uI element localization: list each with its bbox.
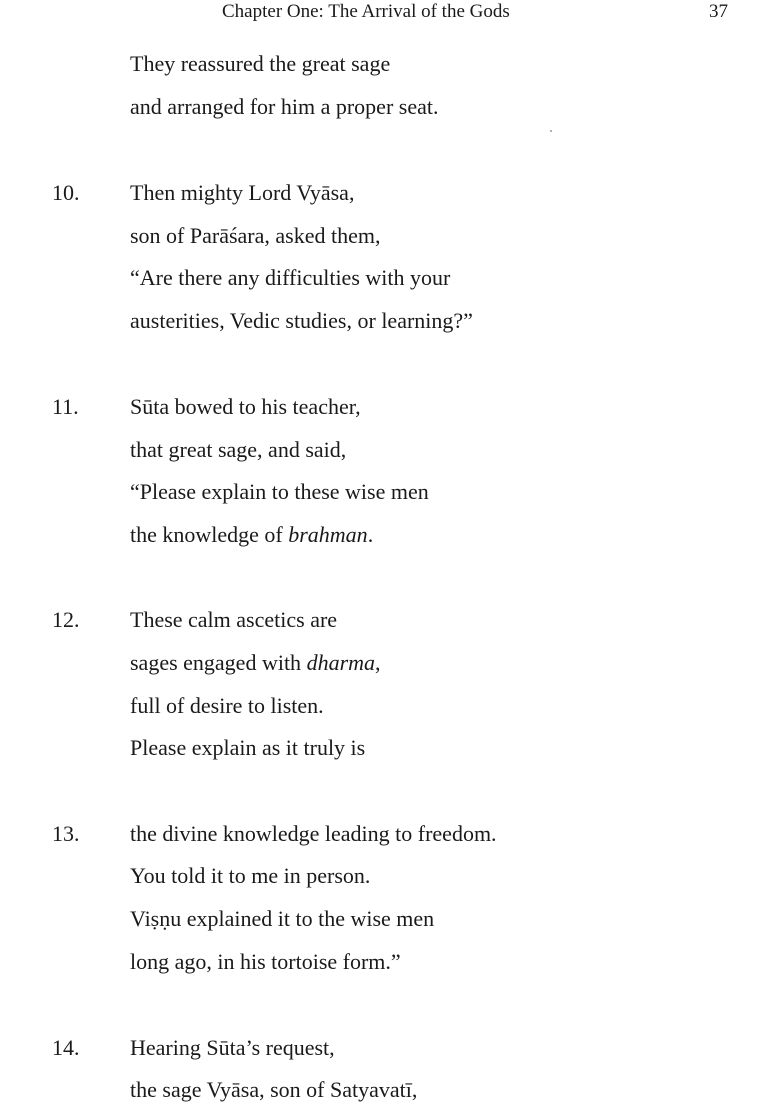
poem-line: You told it to me in person. <box>130 863 371 888</box>
chapter-title-text: Chapter One: The Arrival of the Gods <box>222 1 510 22</box>
italic-term: dharma <box>306 650 376 675</box>
poem-line: They reassured the great sage <box>130 51 391 76</box>
italic-term: brahman <box>288 522 368 547</box>
chapter-title <box>0 0 780 24</box>
verse-number: 11. <box>52 394 79 419</box>
verse-number: 12. <box>52 607 80 632</box>
poem-line: sages engaged with dharma, <box>130 650 381 675</box>
poem-line: “Please explain to these wise men <box>130 479 429 504</box>
poem-line: Viṣṇu explained it to the wise men <box>130 906 435 931</box>
poem-line: Sūta bowed to his teacher, <box>130 394 361 419</box>
print-speck <box>550 130 552 132</box>
poem-line: long ago, in his tortoise form.” <box>130 949 401 974</box>
poem-line: son of Parāśara, asked them, <box>130 223 381 248</box>
poem-line: that great sage, and said, <box>130 437 347 462</box>
poem-line: “Are there any difficulties with your <box>130 265 451 290</box>
poem-line: the divine knowledge leading to freedom. <box>130 821 497 846</box>
poem-line: Hearing Sūta’s request, <box>130 1035 335 1060</box>
poem-line: Please explain as it truly is <box>130 735 366 760</box>
poem-line: the sage Vyāsa, son of Satyavatī, <box>130 1077 418 1102</box>
poem-line: Then mighty Lord Vyāsa, <box>130 180 355 205</box>
poem-line: and arranged for him a proper seat. <box>130 94 439 119</box>
page-number: 37 <box>709 1 728 22</box>
poem-line: These calm ascetics are <box>130 607 338 632</box>
verse-number: 13. <box>52 821 80 846</box>
verse-number: 14. <box>52 1035 80 1060</box>
poem-line: austerities, Vedic studies, or learning?” <box>130 308 473 333</box>
verse-number: 10. <box>52 180 80 205</box>
poem-line: full of desire to listen. <box>130 693 324 718</box>
poem-line: the knowledge of brahman. <box>130 522 374 547</box>
